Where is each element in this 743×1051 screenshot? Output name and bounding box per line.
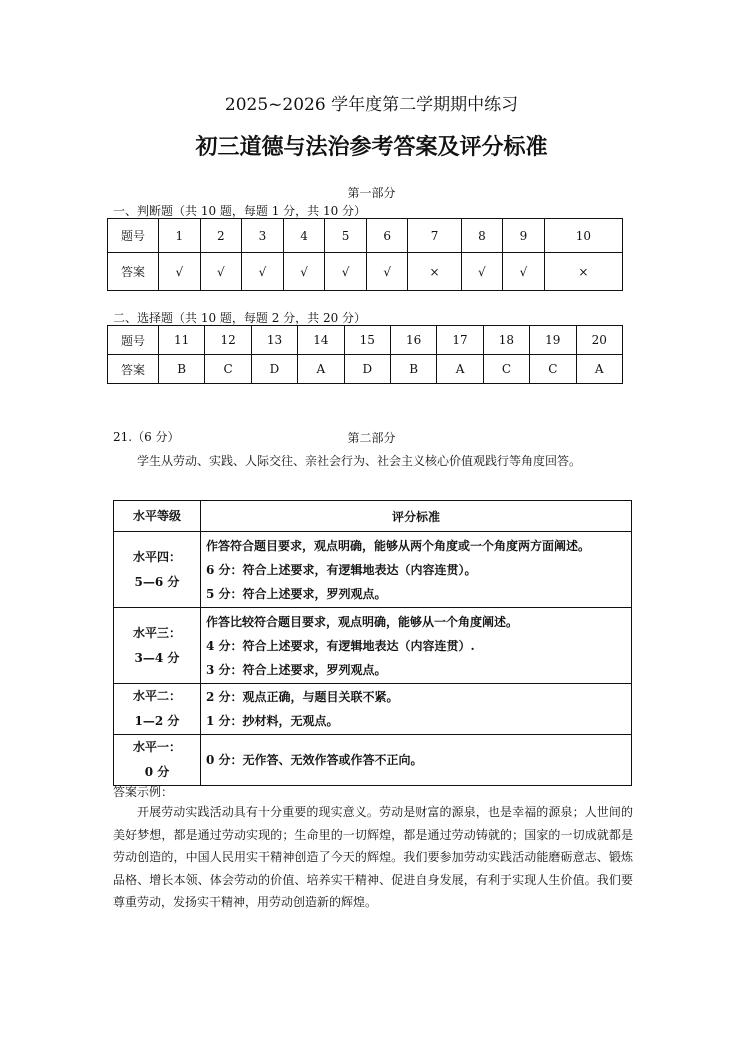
- criterion-text: 3 分：符合上述要求，罗列观点。: [206, 662, 387, 677]
- part1-label: 第一部分: [347, 186, 396, 200]
- question-number: 18: [483, 326, 529, 355]
- level-score: 0 分: [144, 765, 170, 779]
- question-number: 15: [344, 326, 390, 355]
- level-cell: [114, 735, 201, 786]
- table-row: [108, 326, 623, 355]
- answer-cell: ×: [408, 253, 461, 291]
- question-number: 12: [205, 326, 251, 355]
- criterion-text: 6 分：符合上述要求，有逻辑地表达（内容连贯）。: [206, 562, 477, 577]
- question-number: 7: [408, 219, 461, 253]
- level-name: 水平四：: [132, 549, 181, 564]
- question-number: 13: [251, 326, 297, 355]
- question-21-heading: 21.（6 分）: [113, 430, 180, 444]
- question-number: 10: [544, 219, 622, 253]
- question-number: 8: [461, 219, 503, 253]
- question-number: 9: [503, 219, 545, 253]
- answer-cell: ×: [544, 253, 622, 291]
- level-name: 水平一：: [132, 740, 181, 754]
- question-number: 2: [200, 219, 242, 253]
- table-row: [114, 532, 632, 608]
- answer-cell: √: [242, 253, 284, 291]
- answer-cell: √: [200, 253, 242, 291]
- table-row: [114, 501, 632, 532]
- criteria-cell: [201, 684, 632, 735]
- answer-cell: A: [576, 355, 622, 384]
- row-label: 题号: [108, 326, 159, 355]
- level-cell: [114, 532, 201, 608]
- answer-cell: B: [159, 355, 205, 384]
- table-row: [108, 219, 623, 253]
- table-row: [114, 608, 632, 684]
- answer-cell: √: [461, 253, 503, 291]
- criterion-text: 作答符合题目要求，观点明确，能够从两个角度或一个角度两方面阐述。: [206, 538, 591, 553]
- level-score: 1—2 分: [134, 714, 180, 728]
- answer-example-text: 开展劳动实践活动具有十分重要的现实意义。劳动是财富的源泉，也是幸福的源泉；人世间的美好梦想，都是通过劳动实现的；生命里的一切辉煌，都是通过劳动铸就的；国家的一切成就都是劳动创造的，中国人民用实干精神创造了今天的辉煌。我们要参加劳动实践活动能磨砺意志、锻炼品格、增长本领、体会劳动的价值、培养实干精神、促进自身发展，有利于实现人生价值。我们要尊重劳动，发扬实干精神，用劳动创造新的辉煌。: [113, 805, 633, 909]
- answer-cell: C: [530, 355, 576, 384]
- row-label: 答案: [108, 355, 159, 384]
- document-title-line2: 初三道德与法治参考答案及评分标准: [195, 134, 548, 160]
- criterion-text: 4 分：符合上述要求，有逻辑地表达（内容连贯）.: [206, 638, 475, 653]
- answer-cell: D: [344, 355, 390, 384]
- level-score: 5—6 分: [134, 574, 180, 589]
- answer-cell: A: [298, 355, 344, 384]
- column-header: 评分标准: [201, 501, 632, 532]
- criterion-text: 1 分：抄材料，无观点。: [206, 714, 339, 728]
- question-number: 1: [159, 219, 201, 253]
- question-number: 11: [159, 326, 205, 355]
- part2-label: 第二部分: [347, 431, 396, 445]
- level-cell: [114, 608, 201, 684]
- answer-cell: C: [483, 355, 529, 384]
- section1-heading: 一、判断题（共 10 题，每题 1 分，共 10 分）: [113, 204, 367, 218]
- level-name: 水平三：: [132, 625, 181, 640]
- table-row: [108, 355, 623, 384]
- true-false-answer-table: [107, 218, 623, 291]
- question-number: 3: [242, 219, 284, 253]
- answer-cell: √: [366, 253, 408, 291]
- answer-cell: B: [390, 355, 436, 384]
- table-row: [114, 735, 632, 786]
- answer-cell: A: [437, 355, 483, 384]
- criteria-cell: [201, 532, 632, 608]
- question-number: 6: [366, 219, 408, 253]
- question-21-intro: 学生从劳动、实践、人际交往、亲社会行为、社会主义核心价值观践行等角度回答。: [137, 454, 582, 468]
- criteria-cell: [201, 735, 632, 786]
- criteria-cell: [201, 608, 632, 684]
- question-number: 19: [530, 326, 576, 355]
- question-number: 14: [298, 326, 344, 355]
- document-title-line1: 2025~2026 学年度第二学期期中练习: [224, 95, 519, 115]
- answer-cell: D: [251, 355, 297, 384]
- table-row: [108, 253, 623, 291]
- criterion-text: 2 分：观点正确，与题目关联不紧。: [206, 690, 399, 704]
- level-score: 3—4 分: [134, 650, 180, 665]
- question-number: 17: [437, 326, 483, 355]
- answer-example-label: 答案示例：: [113, 785, 174, 799]
- row-label: 题号: [108, 219, 159, 253]
- table-row: [114, 684, 632, 735]
- answer-cell: √: [503, 253, 545, 291]
- answer-cell: √: [325, 253, 367, 291]
- question-number: 16: [390, 326, 436, 355]
- question-number: 5: [325, 219, 367, 253]
- criterion-text: 5 分：符合上述要求，罗列观点。: [206, 586, 387, 601]
- answer-cell: C: [205, 355, 251, 384]
- answer-cell: √: [159, 253, 201, 291]
- column-header: 水平等级: [114, 501, 201, 532]
- level-name: 水平二：: [132, 689, 181, 703]
- section2-heading: 二、选择题（共 10 题，每题 2 分，共 20 分）: [113, 311, 367, 325]
- multiple-choice-answer-table: [107, 325, 623, 384]
- criterion-text: 0 分：无作答、无效作答或作答不正向。: [206, 753, 423, 767]
- level-cell: [114, 684, 201, 735]
- answer-cell: √: [283, 253, 325, 291]
- question-number: 20: [576, 326, 622, 355]
- criterion-text: 作答比较符合题目要求，观点明确，能够从一个角度阐述。: [206, 614, 519, 629]
- question-number: 4: [283, 219, 325, 253]
- row-label: 答案: [108, 253, 159, 291]
- rubric-table: [113, 500, 632, 786]
